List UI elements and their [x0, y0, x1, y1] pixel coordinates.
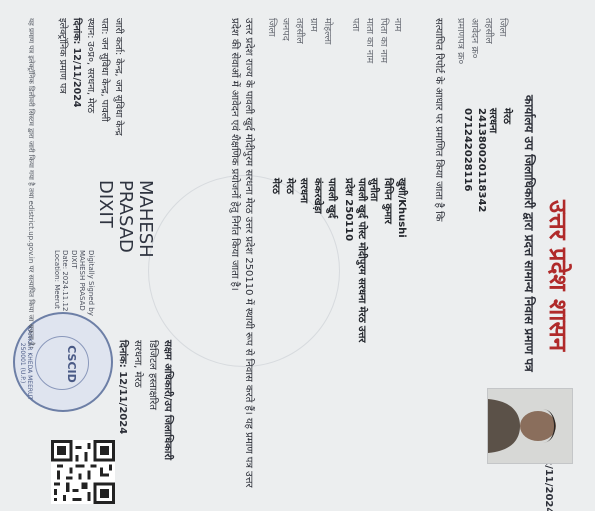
applicant-photo	[487, 388, 573, 464]
meta-label: आवेदन क्र०	[469, 18, 480, 59]
certificate-title: कार्यालय उप जिलाधिकारी द्वारा प्रदत्त सामान्य निवास प्रमाण पत्र	[522, 95, 536, 372]
issuer-line: जारी कर्ता: केन्द्र, जन सुविधा केन्द्र	[113, 18, 124, 136]
digital-signature-name: MAHESH PRASAD DIXIT	[95, 180, 156, 258]
declaration-line: यह प्रमाण पत्र उत्तर प्रदेश की सेवाओं में आवेदन एवं शैक्षणिक प्रयोजनों हेतु निर्गत किया जाता है।	[229, 18, 254, 488]
field-value: मेरठ	[284, 178, 295, 194]
issuer-line: दिनांक: 12/11/2024	[71, 18, 82, 108]
meta-label: तहसील	[483, 18, 494, 44]
field-value: पावली खुर्द पोस्ट मोदीपुरम सरधना मेरठ उत्तर प्रदेश 250110	[343, 178, 367, 343]
meta-value: 071242028116	[462, 108, 473, 192]
field-label: मोहल्ला	[322, 18, 333, 45]
officer-place: सरधना, मेरठ	[132, 340, 143, 388]
meta-label: जिला	[497, 18, 508, 37]
field-value: सुनीता	[368, 178, 379, 202]
seal-center-text: CSCID	[65, 345, 78, 383]
intro-text: सत्यापित रिपोर्ट के आधार पर प्रमाणित किया जाता है कि	[433, 18, 444, 222]
footer-note: यह प्रमाण पत्र इलेक्ट्रॉनिक डिलीवरी सिस्टम द्वारा जारी किया गया है तथा edistrict.up.gov.in पर सत्यापित किया जा सकता है।	[27, 18, 35, 349]
government-heading: उत्तर प्रदेश शासन	[544, 200, 572, 352]
signature-line: Digitally Signed by	[87, 250, 95, 316]
issuer-line: स्थान: उ०प्र०, सरधना, मेरठ	[85, 18, 96, 114]
field-value: मेरठ	[270, 178, 281, 194]
field-label: जनपद	[280, 18, 291, 41]
officer-date: दिनांक: 12/11/2024	[117, 340, 128, 435]
officer-subtitle: डिजिटल हस्ताक्षरित	[147, 340, 158, 410]
meta-label: प्रमाणपत्र क्र०	[455, 18, 466, 65]
qr-code	[51, 440, 115, 504]
digital-signature-details	[53, 250, 96, 316]
field-value: पावली खुर्द	[326, 178, 337, 219]
field-value: खुशी/Khushi	[396, 178, 407, 238]
field-label: ग्राम	[308, 18, 319, 32]
issuer-block	[55, 18, 125, 136]
issuer-line: पता: जन सुविधा केन्द्र, पावली	[99, 18, 110, 122]
meta-value: मेरठ	[501, 108, 512, 124]
meta-value: सरधना	[487, 108, 498, 134]
person-icon	[488, 389, 572, 463]
seal-ring-text: KANKAR KHEDA MEERUT 250001 (U.P.)	[19, 325, 33, 401]
signature-line: DIXIT	[70, 250, 78, 269]
field-label: पिता का नाम	[378, 18, 389, 63]
field-label: माता का नाम	[364, 18, 375, 64]
field-value: सरधना	[298, 178, 309, 204]
seal-inner-ring	[35, 336, 89, 390]
field-label: नाम	[392, 18, 403, 32]
meta-block	[455, 18, 515, 213]
signature-line: MAHESH PRASAD	[78, 250, 87, 311]
field-label: पता	[350, 18, 361, 32]
declaration-paragraph	[227, 18, 255, 488]
field-value: विपिन कुमार	[382, 178, 393, 224]
field-label: जिला	[266, 18, 277, 37]
declaration-line: उत्तर प्रदेश राज्य के पावली खुर्द मोदीपुरम सरधना मेरठ उत्तर प्रदेश 250110 में स्थायी रूप से निवास करते हैं।	[243, 18, 254, 415]
meta-value: 241380020118342	[476, 108, 487, 213]
signature-line: Date: 2024.11.12	[61, 250, 70, 312]
signature-line: Location: Meerut	[53, 250, 61, 309]
issuer-note: इलेक्ट्रॉनिक प्रमाण पत्र	[57, 18, 68, 94]
detail-table	[266, 18, 410, 343]
field-label: तहसील	[294, 18, 305, 44]
officer-signature-block	[115, 340, 175, 460]
officer-title: सक्षम अधिकारी/उप जिलाधिकारी	[162, 340, 173, 461]
field-value: कंकरखेड़ा	[312, 178, 323, 214]
